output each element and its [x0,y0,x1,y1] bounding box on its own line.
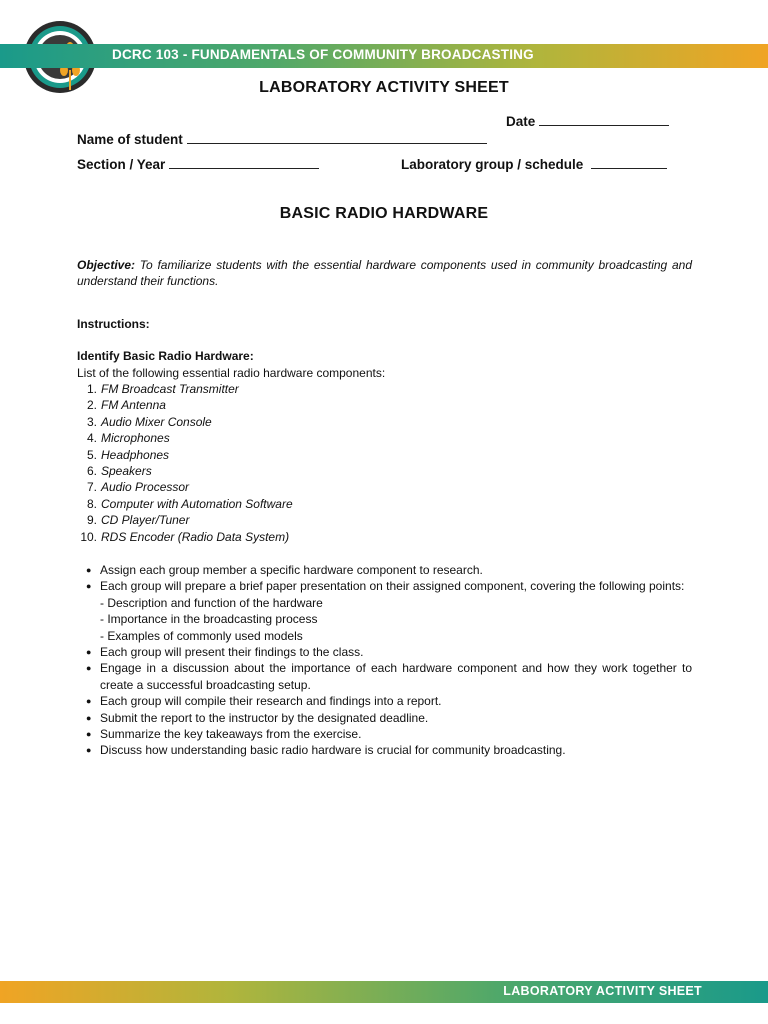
bullet-icon: ● [86,663,92,674]
course-title: DCRC 103 - FUNDAMENTALS OF COMMUNITY BROADCASTING [112,47,534,62]
task-item: ● Assign each group member a specific hardware component to research. [86,563,483,577]
bullet-icon: ● [86,712,92,723]
list-item: 9. CD Player/Tuner [86,513,190,528]
task-item: ● Submit the report to the instructor by the designated deadline. [86,710,429,725]
list-item: 7. Audio Processor [86,480,190,495]
task-item: ● Discuss how understanding basic radio hardware is crucial for community broadcasting. [86,743,566,758]
task-item: ● Each group will present their findings to the class. [86,645,364,660]
objective [77,257,692,290]
task-item: ● Engage in a discussion about the importance of each hardware component and how they work together to create a successful broadcasting setup. [86,661,692,692]
course-banner [0,44,768,68]
list-item: 6. Speakers [86,464,152,479]
group-line[interactable] [591,155,667,169]
footer-banner [0,981,768,1003]
bullet-icon: ● [86,745,92,756]
date-line[interactable] [539,112,669,126]
sub-point: - Description and function of the hardware [100,595,323,610]
list-item: 10. RDS Encoder (Radio Data System) [80,529,290,544]
main-title: BASIC RADIO HARDWARE [279,205,489,222]
task-item: ● Each group will prepare a brief paper presentation on their assigned component, covering the following points: [86,579,685,594]
task-item: ● Each group will compile their research and findings into a report. [86,694,442,709]
name-field[interactable] [77,130,487,147]
bullet-icon: ● [86,565,92,575]
list-item: 4. Microphones [86,431,170,446]
identify-heading: Identify Basic Radio Hardware: [77,349,254,363]
bullet-icon: ● [86,647,92,658]
list-item: 1. FM Broadcast Transmitter [86,382,239,396]
instructions-label: Instructions: [77,317,150,331]
sub-point: - Examples of commonly used models [100,628,303,643]
hardware-list [77,381,293,545]
date-label: Date [506,114,536,129]
date-field[interactable] [506,112,669,129]
name-line[interactable] [187,130,487,144]
section-label: Section / Year [77,157,166,172]
group-field[interactable] [401,155,667,172]
name-label: Name of student [77,132,183,147]
sub-point: - Importance in the broadcasting process [100,612,318,627]
list-item: 5. Headphones [86,447,170,462]
task-item: ● Summarize the key takeaways from the exercise. [86,727,362,742]
objective-text: To familiarize students with the essential hardware components used in community broadcasting and understand their functions. [77,258,692,289]
list-item: 8. Computer with Automation Software [86,496,293,511]
list-item: 2. FM Antenna [86,398,166,413]
sheet-title: LABORATORY ACTIVITY SHEET [259,79,509,96]
identify-intro: List of the following essential radio hardware components: [77,366,386,380]
group-label: Laboratory group / schedule [401,157,584,172]
list-item: 3. Audio Mixer Console [86,414,212,429]
footer-label: LABORATORY ACTIVITY SHEET [503,984,702,998]
bullet-icon: ● [86,581,92,592]
section-field[interactable] [77,155,319,172]
section-line[interactable] [169,155,319,169]
bullet-icon: ● [86,729,92,740]
bullet-icon: ● [86,696,92,707]
objective-label: Objective: [77,258,136,272]
task-list [77,562,692,759]
